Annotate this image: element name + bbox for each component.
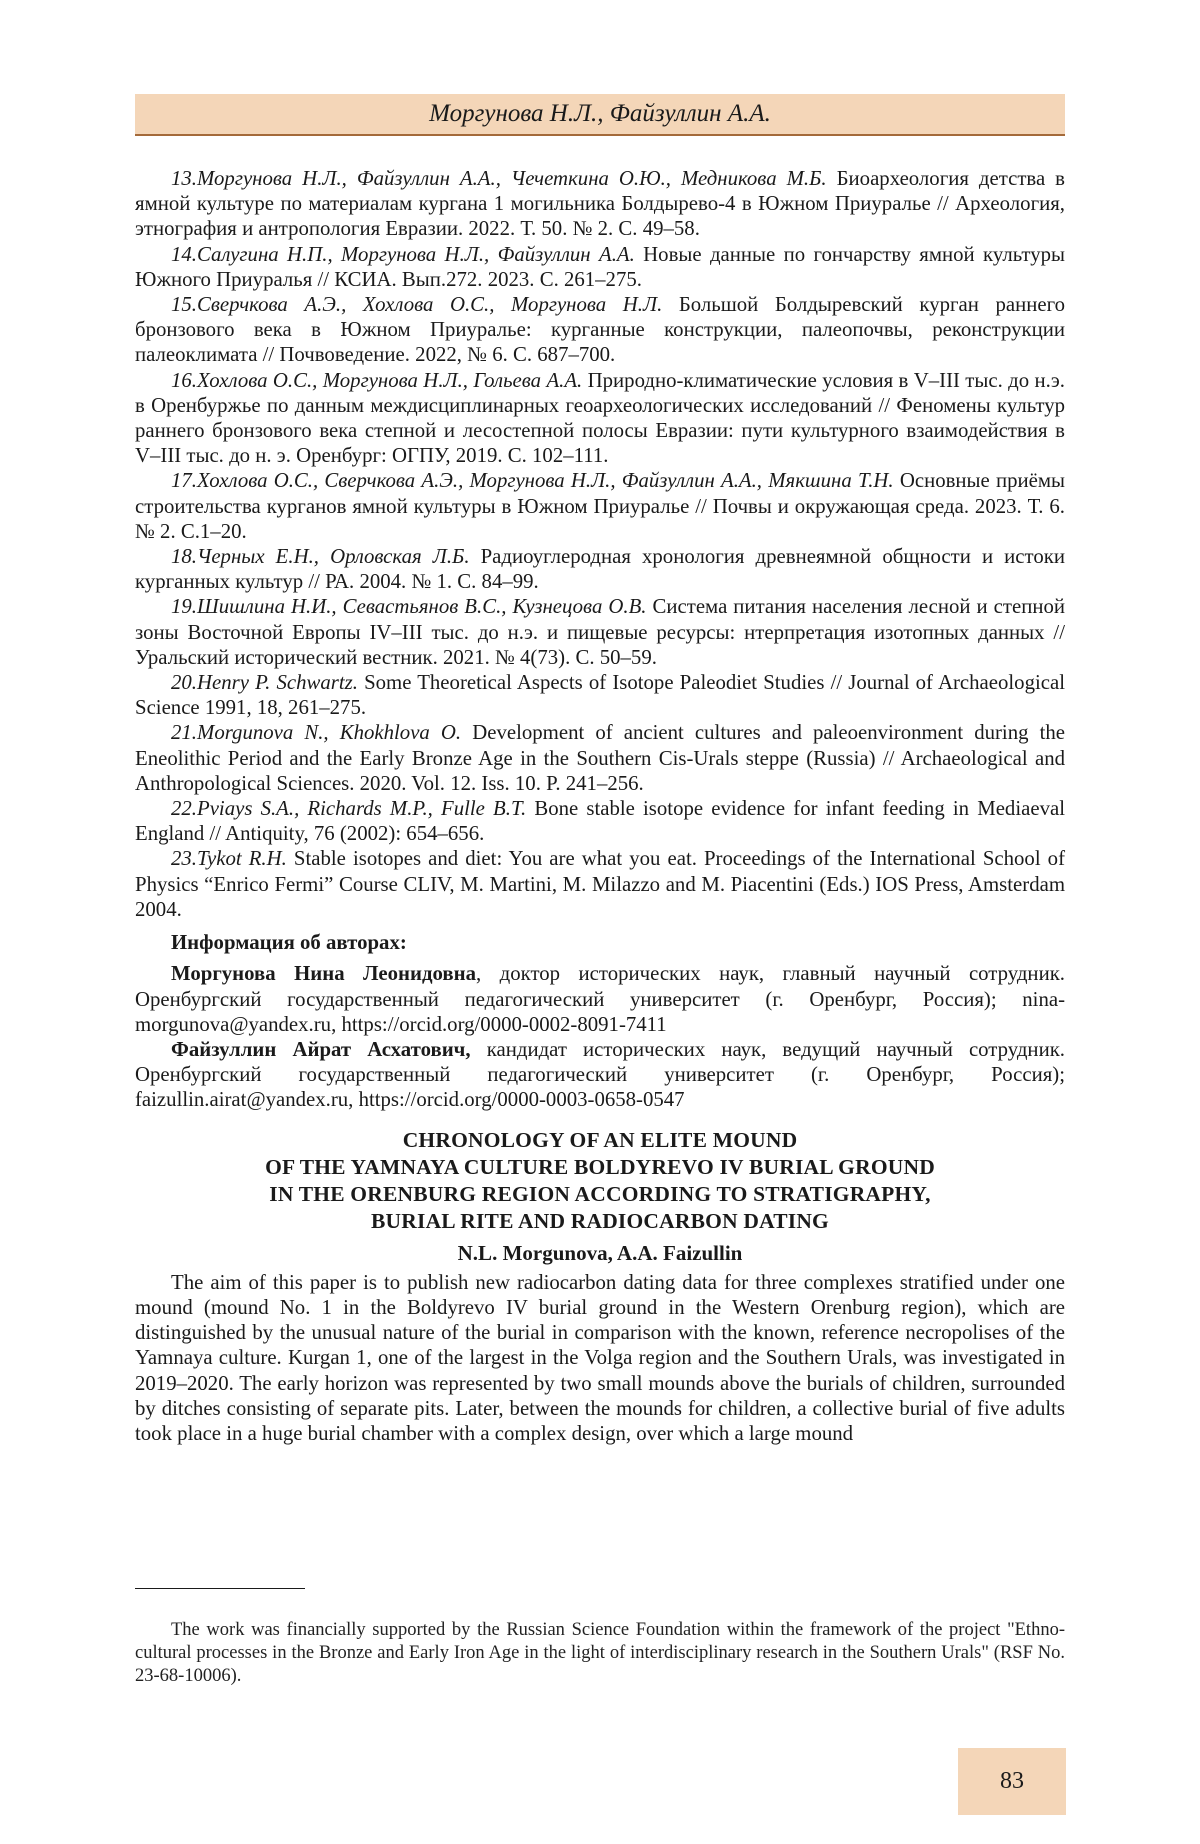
title-line: OF THE YAMNAYA CULTURE BOLDYREVO IV BURIAL GROUND: [135, 1154, 1065, 1181]
running-header: [135, 94, 1065, 136]
reference-item: [135, 292, 1065, 368]
reference-item: [135, 166, 1065, 242]
reference-item: [135, 468, 1065, 544]
reference-text: Bone stable isotope evidence for infant feeding in Mediaeval England // Antiquity, 76 (2002): 654–656.: [135, 797, 1065, 845]
reference-number: 16.: [171, 369, 197, 392]
reference-text: Основные приёмы строительства курганов ямной культуры в Южном Приуралье // Почвы и окружающая среда. 2023. Т. 6. № 2. С.1–20.: [135, 469, 1065, 542]
author-name: Моргунова Нина Леонидовна: [171, 962, 476, 985]
english-article-authors: N.L. Morgunova, A.A. Faizullin: [135, 1241, 1065, 1266]
reference-text: Stable isotopes and diet: You are what you eat. Proceedings of the International School of Physics “Enrico Fermi” Course CLIV, M. Martini, M. Milazzo and M. Piacentini (Eds.) IOS Press, Amsterdam 2004.: [135, 847, 1065, 920]
reference-item: [135, 796, 1065, 846]
reference-text: Природно-климатические условия в V–III тыс. до н.э. в Оренбуржье по данным междисциплинарных геоархеологических исследований // Феномены культур раннего бронзового века степной и лесостепной полосы Евразии: пути культурного взаимодействия в V–III тыс. до н. э. Оренбург: ОГПУ, 2019. С. 102–111.: [135, 369, 1065, 468]
reference-authors: Моргунова Н.Л., Файзуллин А.А., Чечеткина О.Ю., Медникова М.Б.: [197, 167, 827, 190]
reference-text: Радиоуглеродная хронология древнеямной общности и истоки курганных культур // РА. 2004. № 1. С. 84–99.: [135, 545, 1065, 593]
reference-text: Система питания населения лесной и степной зоны Восточной Европы IV–III тыс. до н.э. и пищевые ресурсы: нтерпретация изотопных данных // Уральский исторический вестник. 2021. № 4(73). С. 50–59.: [135, 595, 1065, 668]
reference-number: 20.: [171, 671, 197, 694]
english-article-title: [135, 1127, 1065, 1235]
reference-authors: Черных Е.Н., Орловская Л.Б.: [197, 545, 470, 568]
reference-item: [135, 670, 1065, 720]
page: [0, 0, 1200, 1844]
reference-authors: Tykot R.H.: [197, 847, 287, 870]
reference-text: Some Theoretical Aspects of Isotope Paleodiet Studies // Journal of Archaeological Science 1991, 18, 261–275.: [135, 671, 1065, 719]
reference-text: Development of ancient cultures and paleoenvironment during the Eneolithic Period and the Early Bronze Age in the Southern Cis-Urals steppe (Russia) // Archaeological and Anthropological Sciences. 2020. Vol. 12. Iss. 10. P. 241–256.: [135, 721, 1065, 794]
reference-authors: Henry P. Schwartz.: [197, 671, 358, 694]
reference-item: [135, 846, 1065, 922]
reference-list: [135, 166, 1065, 922]
running-header-title: Моргунова Н.Л., Файзуллин А.А.: [429, 100, 771, 128]
title-line: BURIAL RITE AND RADIOCARBON DATING: [135, 1208, 1065, 1235]
reference-item: [135, 720, 1065, 796]
reference-number: 15.: [171, 293, 197, 316]
author-info-entry: [135, 1037, 1065, 1113]
reference-authors: Сверчкова А.Э., Хохлова О.С., Моргунова Н.Л.: [197, 293, 662, 316]
author-info-entry: [135, 961, 1065, 1037]
author-details: , доктор исторических наук, главный научный сотрудник. Оренбургский государственный педагогический университет (г. Оренбург, Россия); nina-morgunova@yandex.ru, https://orcid.org/0000-0002-8091-7411: [135, 962, 1065, 1035]
reference-authors: Хохлова О.С., Моргунова Н.Л., Гольева А.А.: [197, 369, 582, 392]
reference-item: [135, 242, 1065, 292]
english-abstract: The aim of this paper is to publish new radiocarbon dating data for three complexes stratified under one mound (mound No. 1 in the Boldyrevo IV burial ground in the Western Orenburg region), which are distinguished by the unusual nature of the burial in comparison with the known, reference necropolises of the Yamnaya culture. Kurgan 1, one of the largest in the Volga region and the Southern Urals, was investigated in 2019–2020. The early horizon was represented by two small mounds above the burials of children, surrounded by ditches consisting of separate pits. Later, between the mounds for children, a collective burial of five adults took place in a huge burial chamber with a complex design, over which a large mound: [135, 1270, 1065, 1446]
reference-text: Биоархеология детства в ямной культуре по материалам кургана 1 могильника Болдырево-4 в Южном Приуралье // Археология, этнография и антропология Евразии. 2022. Т. 50. № 2. С. 49–58.: [135, 167, 1065, 240]
reference-number: 23.: [171, 847, 197, 870]
page-number-box: [958, 1748, 1066, 1815]
reference-authors: Pviays S.A., Richards M.P., Fulle B.T.: [197, 797, 526, 820]
reference-item: [135, 544, 1065, 594]
reference-authors: Шишлина Н.И., Севастьянов В.С., Кузнецова О.В.: [197, 595, 646, 618]
funding-footnote: The work was financially supported by the Russian Science Foundation within the framework of the project "Ethno-cultural processes in the Bronze and Early Iron Age in the light of interdisciplinary research in the Southern Urals" (RSF No. 23-68-10006).: [135, 1619, 1065, 1688]
main-content: [135, 166, 1065, 1446]
reference-authors: Салугина Н.П., Моргунова Н.Л., Файзуллин А.А.: [197, 243, 635, 266]
reference-number: 22.: [171, 797, 197, 820]
title-line: CHRONOLOGY OF AN ELITE MOUND: [135, 1127, 1065, 1154]
reference-number: 19.: [171, 595, 197, 618]
title-line: IN THE ORENBURG REGION ACCORDING TO STRATIGRAPHY,: [135, 1181, 1065, 1208]
footnote-divider: [135, 1588, 305, 1589]
reference-text: Большой Болдыревский курган раннего бронзового века в Южном Приуралье: курганные конструкции, палеопочвы, реконструкции палеоклимата // Почвоведение. 2022, № 6. С. 687–700.: [135, 293, 1065, 366]
reference-number: 17.: [171, 469, 197, 492]
authors-info-heading: Информация об авторах:: [135, 930, 1065, 955]
reference-text: Новые данные по гончарству ямной культуры Южного Приуралья // КСИА. Вып.272. 2023. С. 261–275.: [135, 243, 1065, 291]
reference-number: 13.: [171, 167, 197, 190]
reference-authors: Morgunova N., Khokhlova O.: [197, 721, 461, 744]
reference-item: [135, 368, 1065, 469]
page-number: 83: [1000, 1768, 1024, 1795]
reference-number: 18.: [171, 545, 197, 568]
reference-authors: Хохлова О.С., Сверчкова А.Э., Моргунова Н.Л., Файзуллин А.А., Мякшина Т.Н.: [197, 469, 894, 492]
reference-number: 14.: [171, 243, 197, 266]
reference-item: [135, 594, 1065, 670]
author-details: кандидат исторических наук, ведущий научный сотрудник. Оренбургский государственный педагогический университет (г. Оренбург, Россия); faizullin.airat@yandex.ru, https://orcid.org/0000-0003-0658-0547: [135, 1038, 1065, 1111]
author-name: Файзуллин Айрат Асхатович,: [171, 1038, 471, 1061]
reference-number: 21.: [171, 721, 197, 744]
